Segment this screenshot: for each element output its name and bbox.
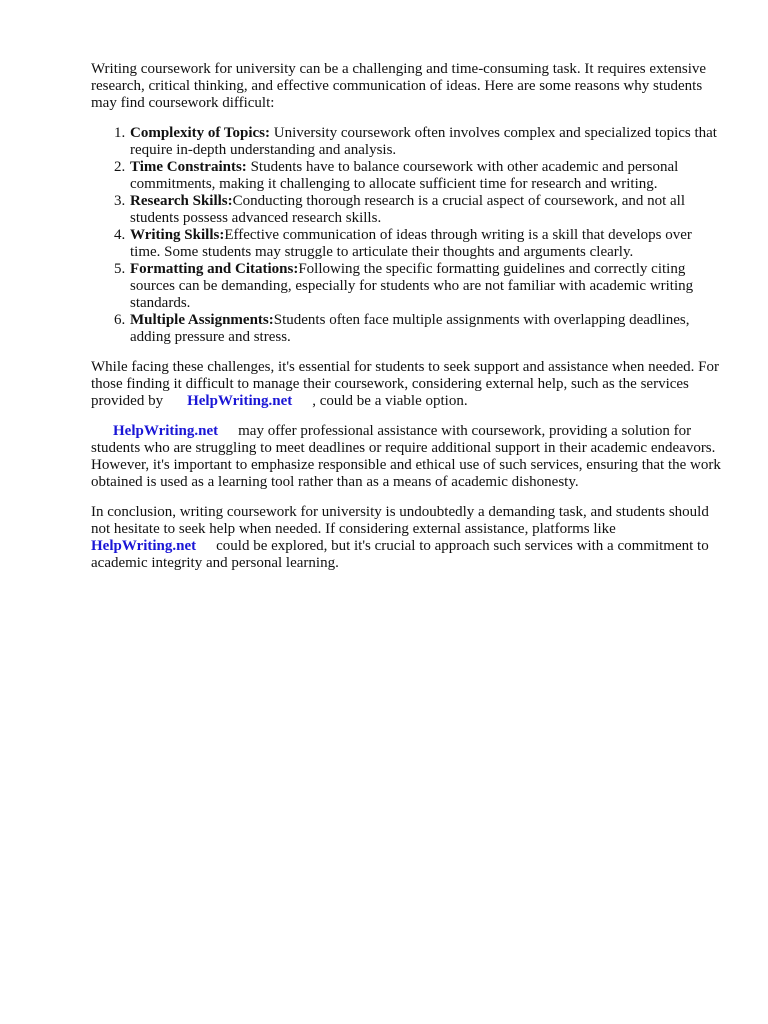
assistance-text: may offer professional assistance with coursework, providing a solution for students who are struggling to meet deadlines or require additional support in their academic endeavors. However, it's important to emphasize responsible and ethical use of such services, ensuring that the work obtained is used as a learning tool rather than as a means of academic dishonesty. [91,423,721,490]
support-text: While facing these challenges, it's essential for students to seek support and assistance when needed. For those finding it difficult to manage their coursework, considering external help, such as the services provided by [91,359,719,409]
conclusion-text: In conclusion, writing coursework for university is undoubtedly a demanding task, and students should not hesitate to seek help when needed. If considering external assistance, platforms like [91,504,709,537]
support-text-end: , could be a viable option. [312,393,468,409]
helpwriting-link[interactable]: HelpWriting.net [187,393,293,409]
list-item [129,312,721,346]
list-item [129,125,721,159]
support-paragraph [91,359,721,410]
intro-paragraph: Writing coursework for university can be a challenging and time-consuming task. It requires extensive research, critical thinking, and effective communication of ideas. Here are some reasons why students may find coursework difficult: [91,61,707,111]
list-item [129,193,721,227]
helpwriting-link[interactable]: HelpWriting.net [91,538,197,554]
list-item-text: Students have to balance coursework with other academic and personal commitments, making it challenging to allocate sufficient time for research and writing. [130,159,679,192]
list-item-term: Formatting and Citations: [130,261,299,277]
list-item-text: Effective communication of ideas through writing is a skill that develops over time. Some students may struggle to articulate their thoughts and arguments clearly. [130,227,692,260]
list-item [129,159,721,193]
list-item-text: Conducting thorough research is a crucial aspect of coursework, and not all students possess advanced research skills. [130,193,686,226]
reasons-list [91,125,721,346]
list-item-text: Students often face multiple assignments with overlapping deadlines, adding pressure and stress. [130,312,690,345]
list-item-term: Multiple Assignments: [130,312,274,328]
assistance-paragraph [91,423,721,491]
document-page [91,61,721,585]
conclusion-paragraph [91,504,721,572]
list-item-text: Following the specific formatting guidelines and correctly citing sources can be demanding, especially for students who are not familiar with academic writing standards. [130,261,694,311]
list-item [129,261,721,312]
list-item-term: Writing Skills: [130,227,225,243]
list-item [129,227,721,261]
list-item-text: University coursework often involves complex and specialized topics that require in-depth understanding and analysis. [130,125,717,158]
list-item-term: Time Constraints: [130,159,247,175]
list-item-term: Research Skills: [130,193,233,209]
conclusion-text-end: could be explored, but it's crucial to approach such services with a commitment to academic integrity and personal learning. [91,538,709,571]
list-item-term: Complexity of Topics: [130,125,271,141]
helpwriting-link[interactable]: HelpWriting.net [113,423,219,439]
